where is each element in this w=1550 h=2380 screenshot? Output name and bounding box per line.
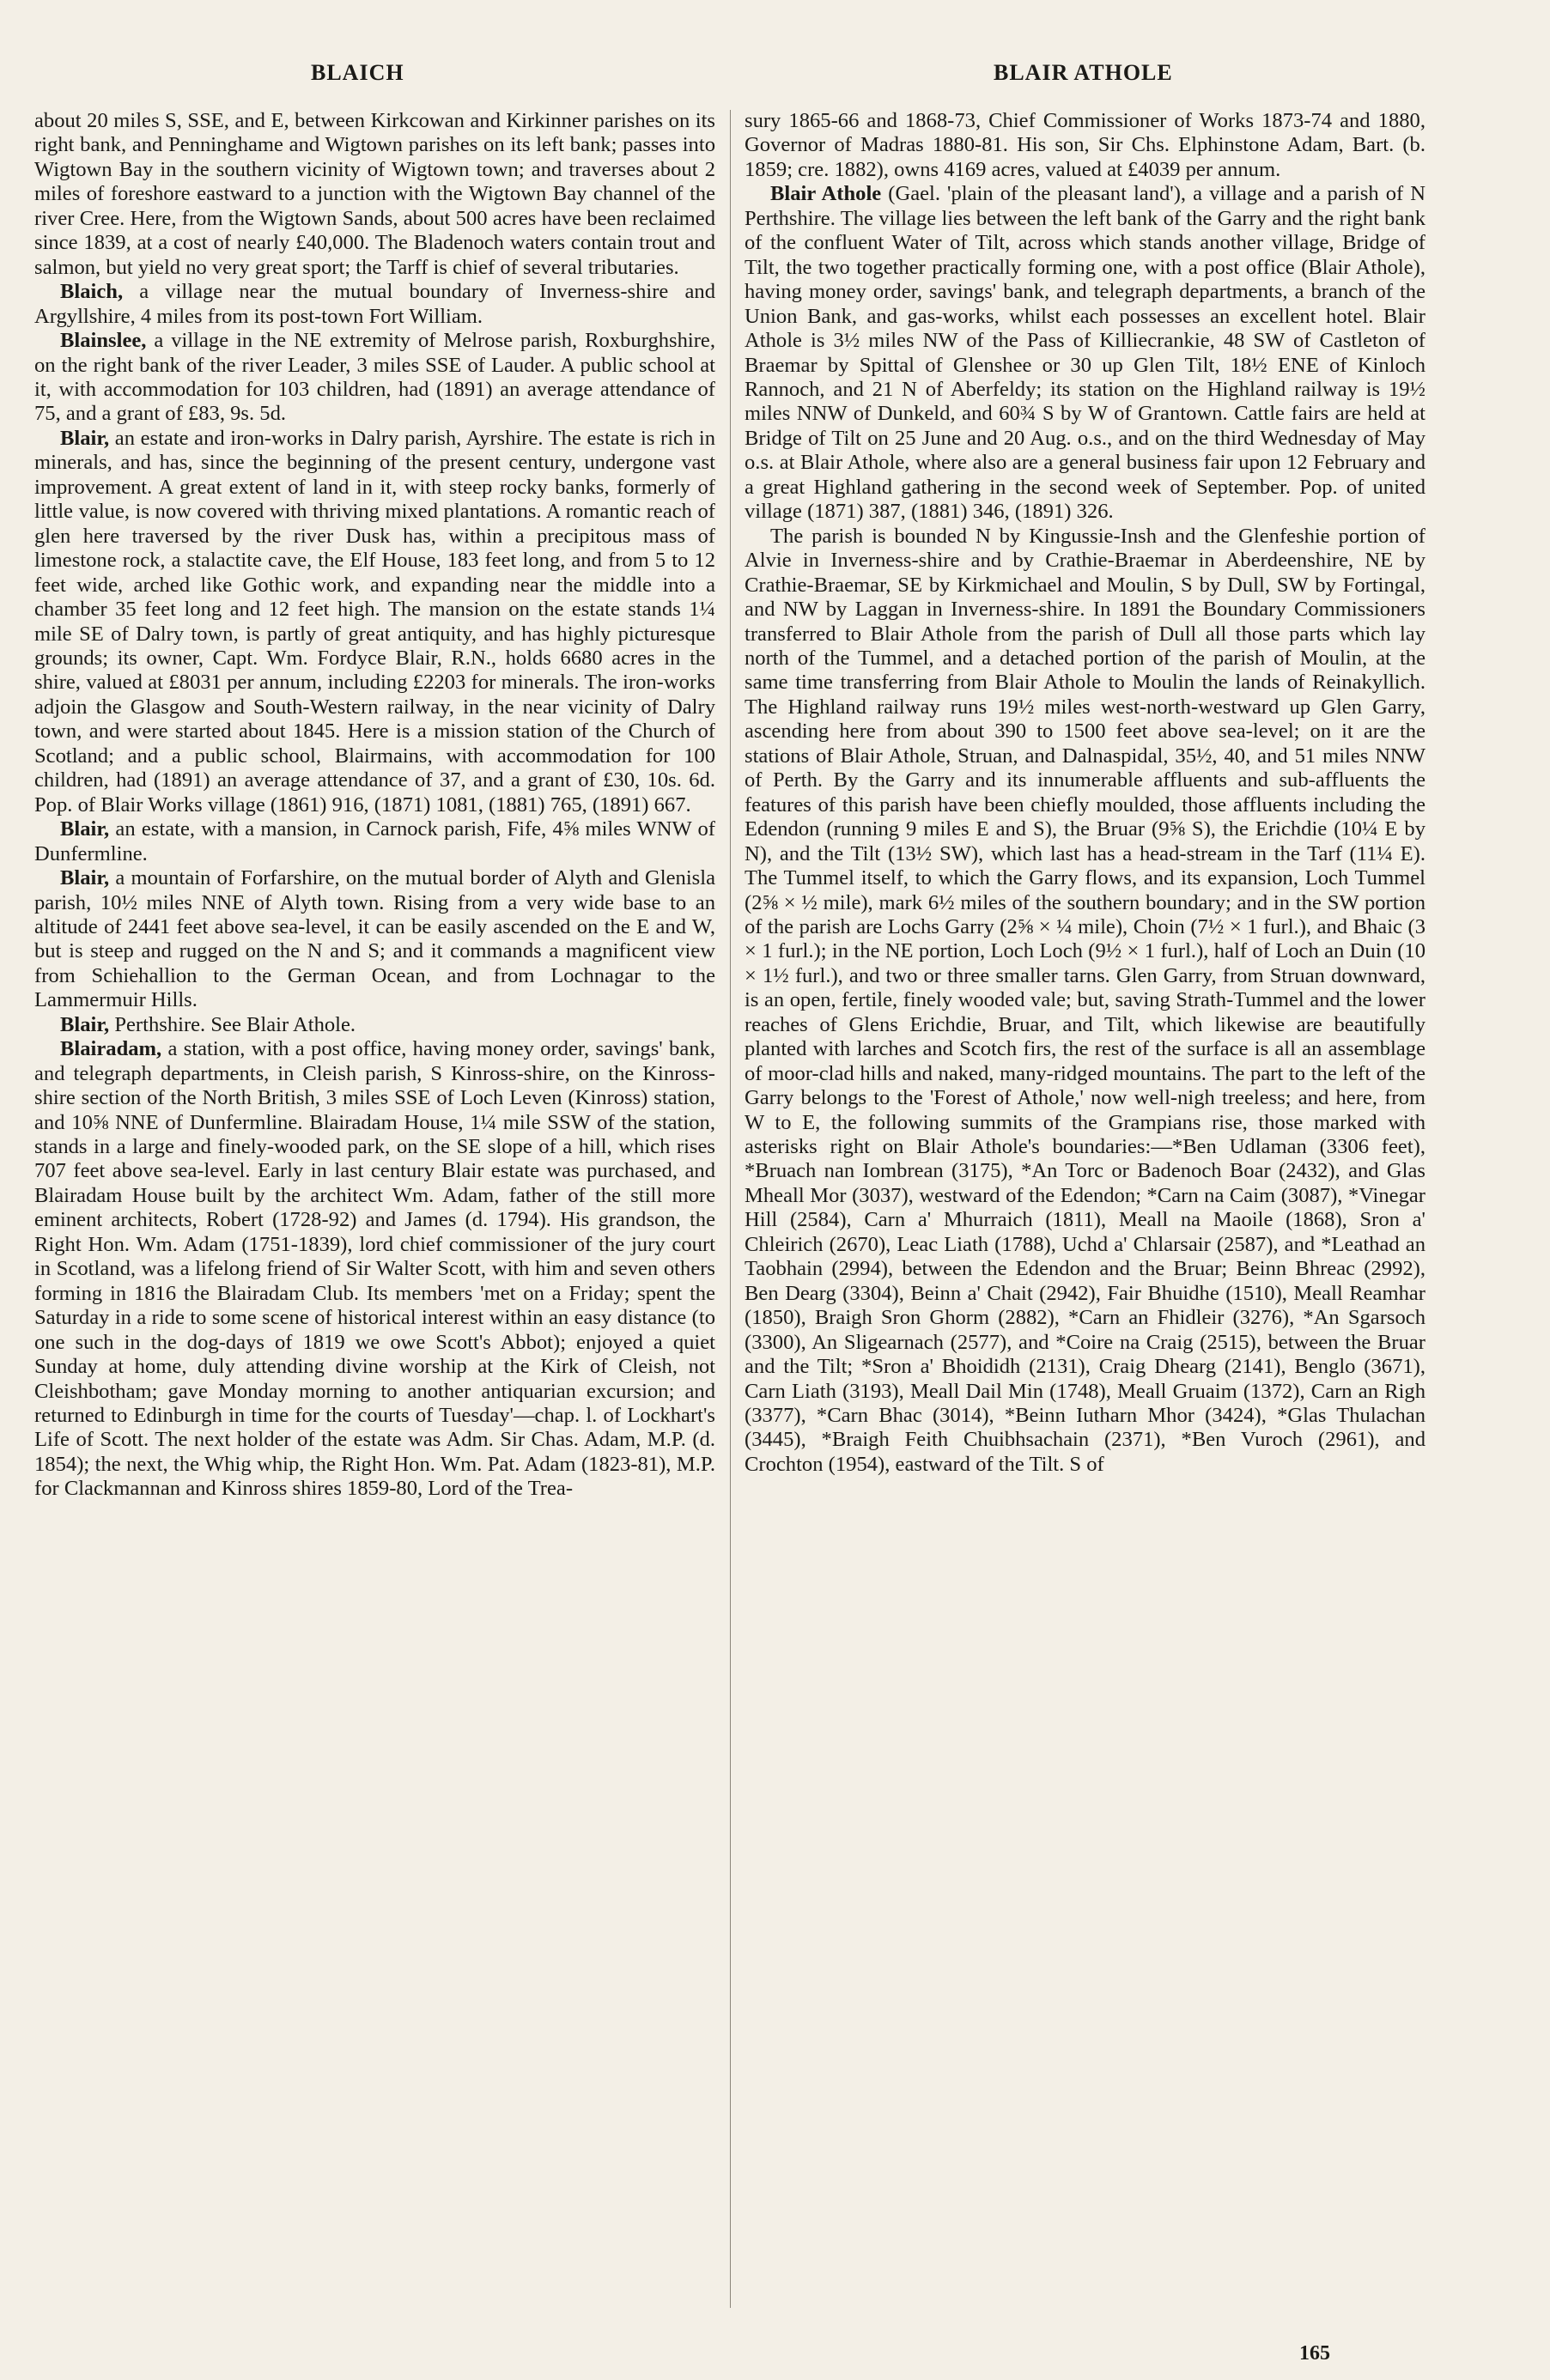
page-number: 165 xyxy=(1299,2342,1330,2365)
entry-headword: Blair, xyxy=(60,817,110,841)
right-column xyxy=(745,109,1425,1477)
entry-headword: Blair Athole xyxy=(770,182,882,206)
entry-text: a station, with a post office, having money order, savings' bank, and telegraph departments, in Cleish parish, S Kinross-shire, on the Kinross-shire section of the North British, 3 miles SSE of Loch Leven (Kinross) station, and 10⅝ NNE of Dunfermline. Blairadam House, 1¼ mile SSW of the station, stands in a large and finely-wooded park, on the SE slope of a hill, which rises 707 feet above sea-level. Early in last century Blair estate was purchased, and Blairadam House built by the architect Wm. Adam, father of the still more eminent architects, Robert (1728-92) and James (d. 1794). His grandson, the Right Hon. Wm. Adam (1751-1839), lord chief commissioner of the jury court in Scotland, was a lifelong friend of Sir Walter Scott, with him and seven others forming in 1816 the Blairadam Club. Its members 'met on a Friday; spent the Saturday in a ride to some scene of historical interest within an easy distance (to one such in the dog-days of 1819 we owe Scott's Abbot); enjoyed a quiet Sunday at home, duly attending divine worship at the Kirk of Cleish, not Cleishbotham; gave Monday morning to another antiquarian excursion; and returned to Edinburgh in time for the courts of Tuesday'—chap. l. of Lockhart's Life of Scott. The next holder of the estate was Adm. Sir Chas. Adam, M.P. (d. 1854); the next, the Whig whip, the Right Hon. Wm. Pat. Adam (1823-81), M.P. for Clackmannan and Kinross shires 1859-80, Lord of the Trea- xyxy=(34,1037,715,1501)
running-header xyxy=(0,60,1550,94)
entry-headword: Blairadam, xyxy=(60,1037,162,1061)
entry-text: a mountain of Forfarshire, on the mutual border of Alyth and Glenisla parish, 10½ miles NNE of Alyth town. Rising from a very wide base to an altitude of 2441 feet above sea-level, it can be easily ascended on the E and W, but is steep and rugged on the N and S; and it commands a magnificent view from Schiehallion to the German Ocean, and from Lochnagar to the Lammermuir Hills. xyxy=(34,866,715,1012)
entry-paragraph xyxy=(745,182,1425,524)
entry-paragraph xyxy=(34,280,715,329)
entry-paragraph xyxy=(745,525,1425,1478)
entry-paragraph xyxy=(745,109,1425,182)
entry-text: a village near the mutual boundary of Inverness-shire and Argyllshire, 4 miles from its post-town Fort William. xyxy=(34,280,715,328)
entry-headword: Blair, xyxy=(60,1012,110,1036)
entry-text: The parish is bounded N by Kingussie-Insh and the Glenfeshie portion of Alvie in Inverness-shire and by Crathie-Braemar in Aberdeenshire, NE by Crathie-Braemar, SE by Kirkmichael and Moulin, S by Dull, SW by Fortingal, and NW by Laggan in Inverness-shire. In 1891 the Boundary Commissioners transferred to Blair Athole from the parish of Dull all those parts which lay north of the Tummel, and a detached portion of the parish of Moulin, at the same time transferring from Blair Athole to Moulin the lands of Reinakyllich. The Highland railway runs 19½ miles west-north-westward up Glen Garry, ascending here from about 390 to 1500 feet above sea-level; on it are the stations of Blair Athole, Struan, and Dalnaspidal, 35½, 40, and 51 miles NNW of Perth. By the Garry and its innumerable affluents and sub-affluents the features of this parish have been chiefly moulded, those affluents including the Edendon (running 9 miles E and S), the Bruar (9⅝ S), the Erichdie (10¼ E by N), and the Tilt (13½ SW), which last has a head-stream in the Tarf (11¼ E). The Tummel itself, to which the Garry flows, and its expansion, Loch Tummel (2⅝ × ½ mile), mark 6½ miles of the southern boundary; and in the SW portion of the parish are Lochs Garry (2⅝ × ¼ mile), Choin (7½ × 1 furl.), and Bhaic (3 × 1 furl.); in the NE portion, Loch Loch (9½ × 1 furl.), half of Loch an Duin (10 × 1½ furl.), and two or three smaller tarns. Glen Garry, from Struan downward, is an open, fertile, finely wooded vale; but, saving Strath-Tummel and the lower reaches of Glens Erichdie, Bruar, and Tilt, which likewise are beautifully planted with larches and Scotch firs, the rest of the surface is all an assemblage of moor-clad hills and naked, many-ridged mountains. The part to the left of the Garry belongs to the 'Forest of Athole,' now well-nigh treeless; and here, from W to E, the following summits of the Grampians rise, those marked with asterisks right on Blair Athole's boundaries:—*Ben Udlaman (3306 feet), *Bruach nan Iombrean (3175), *An Torc or Badenoch Boar (2432), and Glas Mheall Mor (3037), westward of the Edendon; *Carn na Caim (3087), *Vinegar Hill (2584), Carn a' Mhurraich (1811), Meall na Maoile (1868), Sron a' Chleirich (2670), Leac Liath (1788), Uchd a' Chlarsair (2587), and *Leathad an Taobhain (2994), between the Edendon and the Bruar; Beinn Bhreac (2992), Ben Dearg (3304), Beinn a' Chait (2942), Fair Bhuidhe (1510), Meall Reamhar (1850), Braigh Sron Ghorm (2882), *Carn an Fhidleir (3276), *An Sgarsoch (3300), An Sligearnach (2577), and *Coire na Craig (2515), between the Bruar and the Tilt; *Sron a' Bhoididh (2131), Craig Dhearg (2141), Benglo (3671), Carn Liath (3193), Meall Dail Min (1748), Meall Gruaim (1372), Carn an Righ (3377), *Carn Bhac (3014), *Beinn Iutharn Mhor (3424), *Glas Thulachan (3445), *Braigh Feith Chuibhsachain (2371), *Ben Vuroch (2961), and Crochton (1954), eastward of the Tilt. S of xyxy=(745,524,1425,1476)
entry-text: an estate, with a mansion, in Carnock parish, Fife, 4⅝ miles WNW of Dunfermline. xyxy=(34,817,715,865)
entry-paragraph xyxy=(34,329,715,427)
entry-headword: Blair, xyxy=(60,866,110,890)
header-left: BLAICH xyxy=(311,60,404,85)
entry-paragraph xyxy=(34,427,715,817)
entry-paragraph xyxy=(34,1037,715,1502)
header-right: BLAIR ATHOLE xyxy=(994,60,1173,85)
left-column xyxy=(34,109,715,1502)
entry-paragraph xyxy=(34,1013,715,1037)
column-divider xyxy=(730,110,731,2308)
entry-headword: Blair, xyxy=(60,426,110,450)
entry-paragraph xyxy=(34,109,715,280)
entry-text: an estate and iron-works in Dalry parish, Ayrshire. The estate is rich in minerals, and has, since the beginning of the present century, undergone vast improvement. A great extent of land in it, with steep rocky banks, formerly of little value, is now covered with thriving mixed plantations. A romantic reach of glen here traversed by the river Dusk has, within a precipitous mass of limestone rock, a stalactite cave, the Elf House, 183 feet long, and from 5 to 12 feet wide, arched like Gothic work, and expanding near the middle into a chamber 35 feet long and 12 feet high. The mansion on the estate stands 1¼ mile SE of Dalry town, is partly of great antiquity, and has highly picturesque grounds; its owner, Capt. Wm. Fordyce Blair, R.N., holds 6680 acres in the shire, valued at £8031 per annum, including £2203 for minerals. The iron-works adjoin the Glasgow and South-Western railway, in the near vicinity of Dalry town, and were started about 1845. Here is a mission station of the Church of Scotland; and a public school, Blairmains, with accommodation for 100 children, had (1891) an average attendance of 37, and a grant of £30, 10s. 6d. Pop. of Blair Works village (1861) 916, (1871) 1081, (1881) 765, (1891) 667. xyxy=(34,426,715,817)
entry-text: Perthshire. See Blair Athole. xyxy=(109,1012,356,1036)
entry-paragraph xyxy=(34,866,715,1013)
entry-text: a village in the NE extremity of Melrose parish, Roxburghshire, on the right bank of the river Leader, 3 miles SSE of Lauder. A public school at it, with accommodation for 103 children, had (1891) an average attendance of 75, and a grant of £83, 9s. 5d. xyxy=(34,329,715,426)
entry-text: (Gael. 'plain of the pleasant land'), a village and a parish of N Perthshire. The village lies between the left bank of the Garry and the right bank of the confluent Water of Tilt, across which stands another village, Bridge of Tilt, the two together practically forming one, with a post office (Blair Athole), having money order, savings' bank, and telegraph departments, a branch of the Union Bank, and gas-works, whilst each possesses an excellent hotel. Blair Athole is 3½ miles NW of the Pass of Killiecrankie, 48 SW of Castleton of Braemar by Spittal of Glenshee or 30 up Glen Tilt, 18½ ENE of Kinloch Rannoch, and 21 N of Aberfeldy; its station on the Highland railway is 19½ miles NNW of Dunkeld, and 60¾ S by W of Grantown. Cattle fairs are held at Bridge of Tilt on 25 June and 20 Aug. o.s., and on the third Wednesday of May o.s. at Blair Athole, where also are a general business fair upon 12 February and a great Highland gathering in the second week of September. Pop. of united village (1871) 387, (1881) 346, (1891) 326. xyxy=(745,182,1425,524)
entry-headword: Blainslee, xyxy=(60,329,147,353)
entry-headword: Blaich, xyxy=(60,280,124,304)
entry-text: about 20 miles S, SSE, and E, between Kirkcowan and Kirkinner parishes on its right bank, and Penninghame and Wigtown parishes on its left bank; passes into Wigtown Bay in the southern vicinity of Wigtown town; and traverses about 2 miles of foreshore eastward to a junction with the Wigtown Bay channel of the river Cree. Here, from the Wigtown Sands, about 500 acres have been reclaimed since 1839, at a cost of nearly £40,000. The Bladenoch waters contain trout and salmon, but yield no very great sport; the Tarff is chief of several tributaries. xyxy=(34,109,715,279)
entry-paragraph xyxy=(34,817,715,866)
entry-text: sury 1865-66 and 1868-73, Chief Commissioner of Works 1873-74 and 1880, Governor of Madras 1880-81. His son, Sir Chs. Elphinstone Adam, Bart. (b. 1859; cre. 1882), owns 4169 acres, valued at £4039 per annum. xyxy=(745,109,1425,181)
